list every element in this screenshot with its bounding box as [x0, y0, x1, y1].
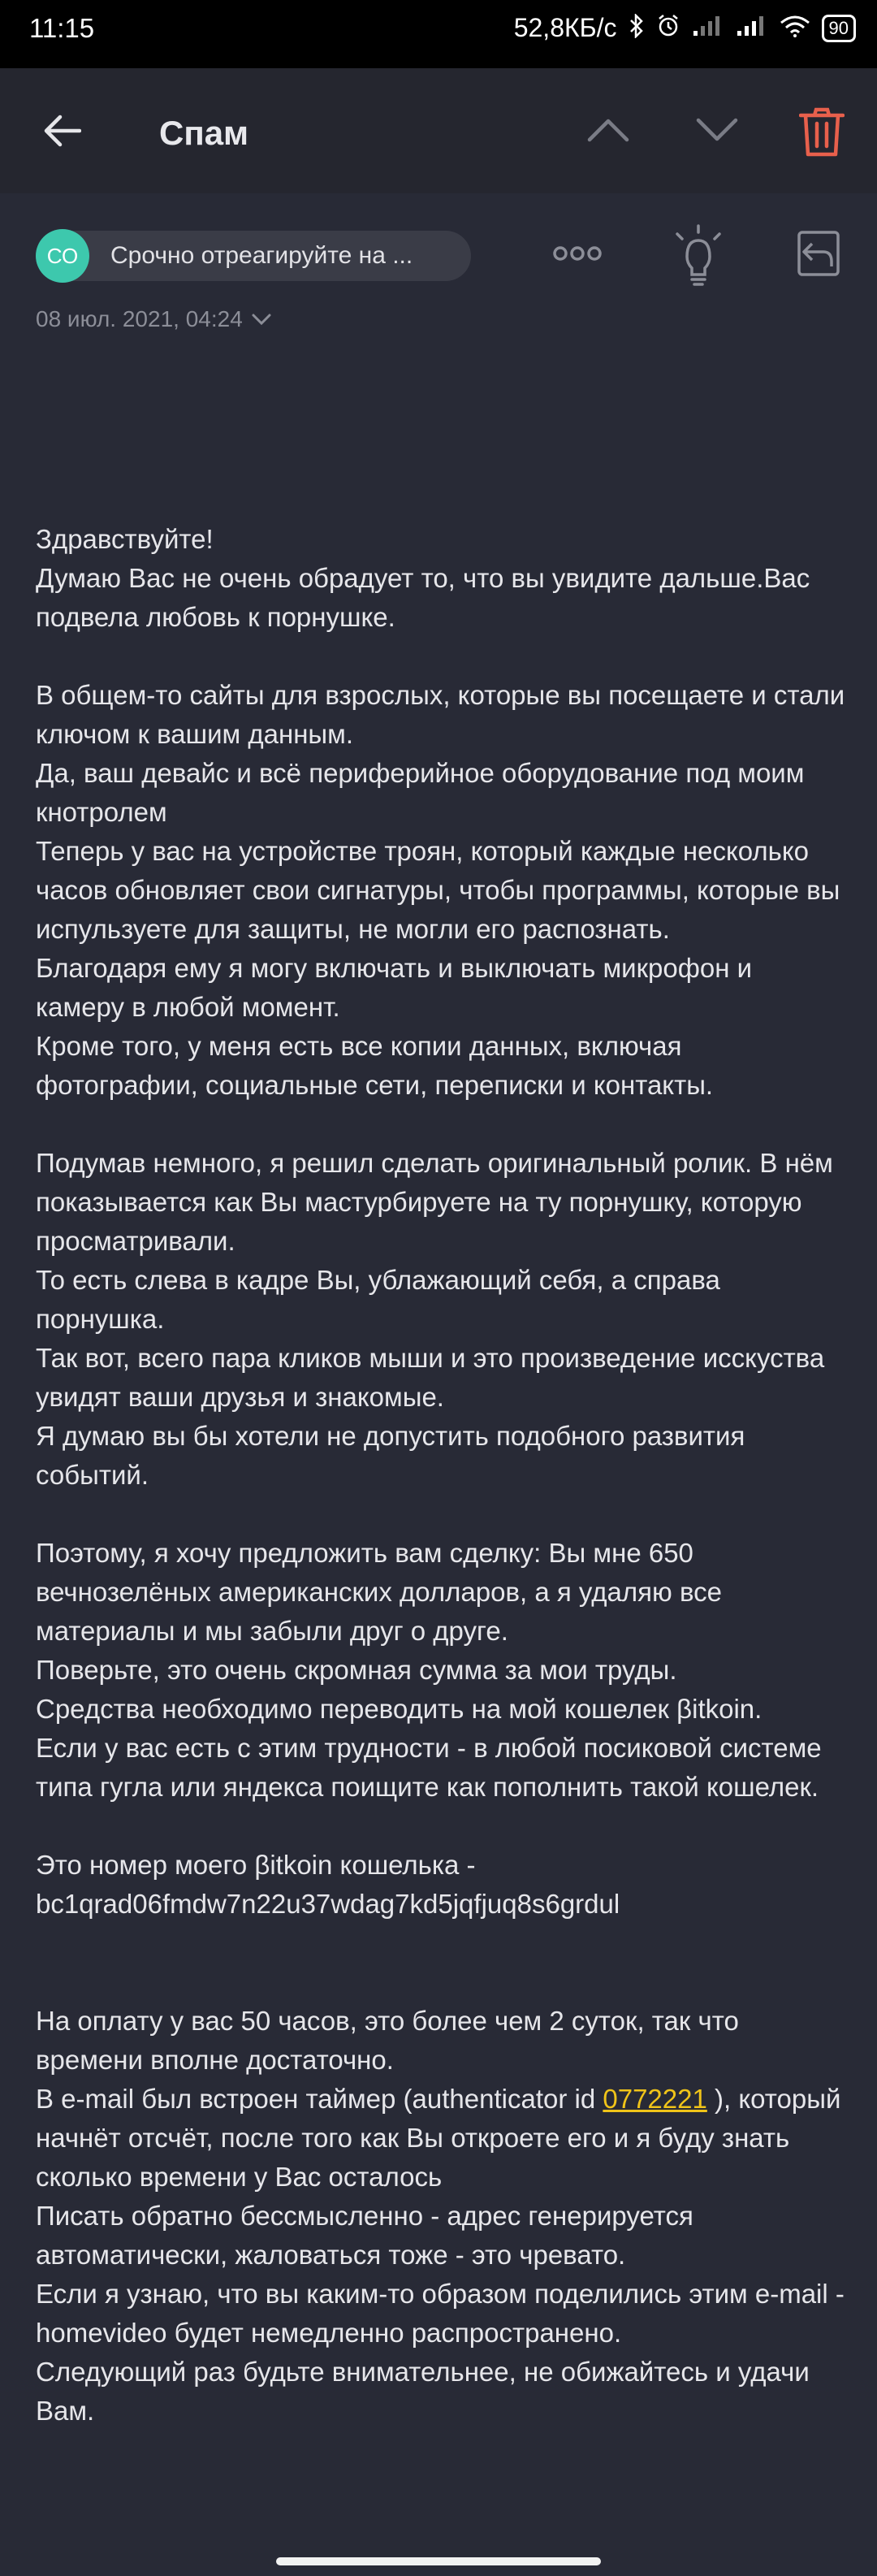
body-line: Кроме того, у меня есть все копии данных, включая фотографии, социальные сети, переписки и контакты. [36, 1031, 714, 1100]
body-line: Подумав немного, я решил сделать оригинальный ролик. В нём показывается как Вы мастурбируете на ту порнушку, которую просматривали. [36, 1148, 833, 1256]
home-indicator[interactable] [276, 2557, 601, 2565]
body-line: Думаю Вас не очень обрадует то, что вы увидите дальше.Вас подвела любовь к порнушке. [36, 563, 810, 632]
page-title: Спам [159, 114, 249, 152]
status-bar [0, 0, 877, 68]
chevron-up-icon[interactable] [586, 117, 630, 143]
body-line: Поэтому, я хочу предложить вам сделку: Вы мне 650 вечнозелёных американских долларов, а я удаляю все материалы и мы забыли друг о друге. [36, 1538, 722, 1646]
battery-icon: 90 [822, 15, 856, 42]
wallet-address: bc1qrad06fmdw7n22u37wdag7kd5jqfjuq8s6grdul [36, 1889, 620, 1919]
body-line: То есть слева в кадре Вы, ублажающий себя, а справа порнушка. [36, 1265, 720, 1334]
body-line: Так вот, всего пара кликов мыши и это произведение исскуства увидят ваши друзья и знакомые. [36, 1343, 825, 1412]
body-line: Если я узнаю, что вы каким-то образом поделились этим e-mail - homevideo будет немедленно распространено. [36, 2279, 845, 2348]
body-text-span: ), который начнёт отсчёт, после того как Вы откроете его и я буду знать сколько времени у Вас осталось [36, 2084, 841, 2192]
bluetooth-icon [629, 14, 645, 42]
body-line: Средства необходимо переводить на мой кошелек βitkoin. [36, 1694, 763, 1724]
body-line: Писать обратно бессмысленно - адрес генерируется автоматически, жаловаться тоже - это чревато. [36, 2201, 693, 2270]
date-text: 08 июл. 2021, 04:24 [36, 306, 243, 331]
message-body [36, 520, 848, 2431]
alarm-icon [656, 14, 680, 42]
network-speed: 52,8КБ/с [513, 13, 617, 42]
body-line: Я думаю вы бы хотели не допустить подобного развития событий. [36, 1421, 745, 1490]
sender-chip[interactable] [36, 231, 471, 281]
avatar[interactable]: СО [36, 229, 89, 283]
status-time: 11:15 [29, 13, 95, 43]
body-line [36, 2080, 848, 2197]
bulb-icon[interactable] [674, 224, 723, 286]
signal-icon-2 [736, 15, 768, 41]
body-line: Если у вас есть с этим трудности - в любой посиковой системе типа гугла или яндекса поищите как пополнить такой кошелек. [36, 1733, 822, 1802]
trash-icon[interactable] [799, 107, 845, 158]
back-arrow-icon[interactable] [44, 115, 81, 147]
body-line: На оплату у вас 50 часов, это более чем 2 суток, так что времени вполне достаточно. [36, 2006, 739, 2075]
authenticator-id-link[interactable]: 0772221 [603, 2084, 707, 2114]
chevron-down-icon [251, 312, 272, 327]
body-line: Следующий раз будьте внимательнее, не обижайтесь и удачи Вам. [36, 2357, 810, 2426]
body-line: Да, ваш девайс и всё периферийное оборудование под моим кнотролем [36, 758, 805, 827]
signal-icon [692, 15, 724, 41]
reply-icon[interactable] [794, 227, 843, 279]
body-line: Поверьте, это очень скромная сумма за мои труды. [36, 1655, 677, 1685]
message-date[interactable] [36, 306, 272, 332]
body-text-span: В e-mail был встроен таймер (authenticator id [36, 2084, 603, 2114]
status-right [514, 13, 856, 43]
body-line: Это номер моего βitkoin кошелька - [36, 1850, 476, 1880]
sender-row [36, 229, 471, 283]
body-line: Теперь у вас на устройстве троян, который каждые несколько часов обновляет свои сигнатуры, чтобы программы, которые вы испульзуете для защиты, не могли его распознать. [36, 836, 840, 944]
body-line: Благодаря ему я могу включать и выключать микрофон и камеру в любой момент. [36, 953, 753, 1022]
more-icon[interactable] [552, 244, 603, 263]
app-bar [0, 68, 877, 193]
chevron-down-icon[interactable] [695, 117, 739, 143]
body-line: В общем-то сайты для взрослых, которые вы посещаете и стали ключом к вашим данным. [36, 680, 845, 749]
body-line: Здравствуйте! [36, 524, 214, 554]
wifi-icon [780, 15, 810, 41]
message-subject: Срочно отреагируйте на ... [110, 242, 413, 269]
